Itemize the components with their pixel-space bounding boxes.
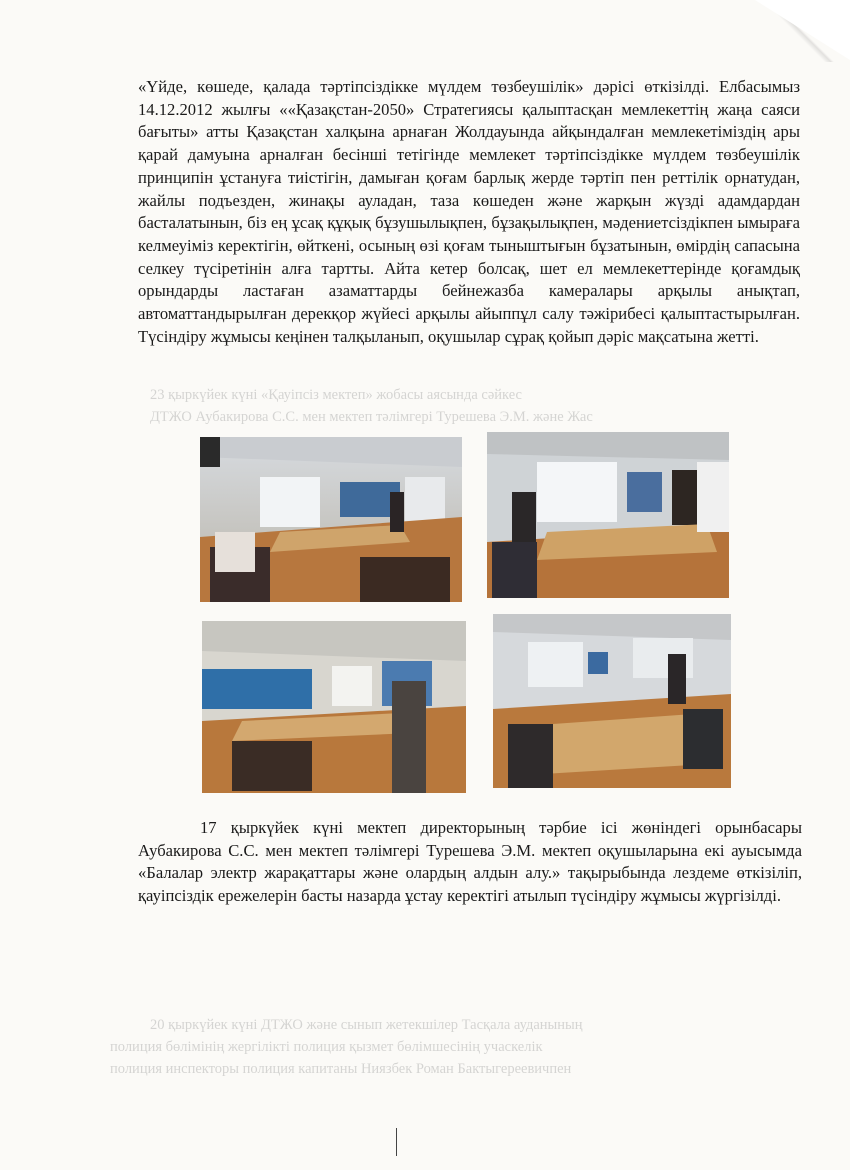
paragraph-safety-briefing [138, 817, 802, 908]
paragraph-safety-text: 17 қыркүйек күні мектеп директорының тәрбие ісі жөніндегі орынбасары Аубакирова С.С. мен мектеп тәлімгері Турешева Э.М. мектеп оқушыларына екі ауысымда «Балалар электр жарақаттары және олардың алдын алу.» тақырыбында лездеме өткізіліп, қауіпсіздік ережелерін басты назарда ұстау керектігі атылып түсіндіру жұмысы жүргізілді. [138, 818, 802, 906]
bleed-through-line: ДТЖО Аубакирова С.С. мен мектеп тәлімгері Турешева Э.М. және Жас [150, 409, 593, 425]
classroom-photo-4 [493, 614, 731, 788]
bleed-through-line: 23 қыркүйек күні «Қауіпсіз мектеп» жобасы аясында сәйкес [150, 387, 522, 403]
classroom-photo-3 [202, 621, 466, 793]
classroom-photo-2 [487, 432, 729, 598]
folded-corner [755, 0, 850, 60]
bleed-through-line: полиция инспекторы полиция капитаны Ниязбек Роман Бактыгереевичпен [110, 1061, 572, 1077]
bleed-through-line: 20 қыркүйек күні ДТЖО және сынып жетекшілер Тасқала ауданының [150, 1017, 583, 1033]
scan-mark [396, 1128, 397, 1156]
paragraph-lecture: «Үйде, көшеде, қалада тәртіпсіздікке мүлдем төзбеушілік» дәрісі өткізілді. Елбасымыз 14.12.2012 жылғы ««Қазақстан-2050» Стратегиясы қалыптасқан мемлекеттің жаңа саяси бағыты» атты Қазақстан халқына арнаған Жолдауында айқындалған мемлекетіміздің ары қарай дамуына арналған бесінші тетігінде мемлекет тәртіпсіздікке мүлдем төзбеушілік принципін ұстануға тиістігін, дамыған қоғам барлық жерде тәртіп пен реттілік орнатудан, жайлы подъезден, жинақы ауладан, таза көшеден және жарқын жүзді адамдардан басталатынын, біз ең ұсақ құқық бұзушылықпен, бұзақылықпен, мәдениетсіздікпен ымыраға келмеуіміз керектігін, өйткені, осының өзі қоғам тыныштығын бұзатынын, өмірдің сапасына селкеу түсіретінін алға тартты. Айта кетер болсақ, шет ел мемлекеттерінде қоғамдық орындарды ластаған азаматтарды бейнежазба камералары арқылы анықтап, автоматтандырылған дерекқор жүйесі арқылы айыппұл салу тәжірибесі қалыптастырылған. Түсіндіру жұмысы кеңінен талқыланып, оқушылар сұрақ қойып дәріс мақсатына жетті. [138, 77, 800, 346]
classroom-photo-1 [200, 437, 462, 602]
bleed-through-line: полиция бөлімінің жергілікті полиция қызмет бөлімшесінің учаскелік [110, 1039, 543, 1055]
